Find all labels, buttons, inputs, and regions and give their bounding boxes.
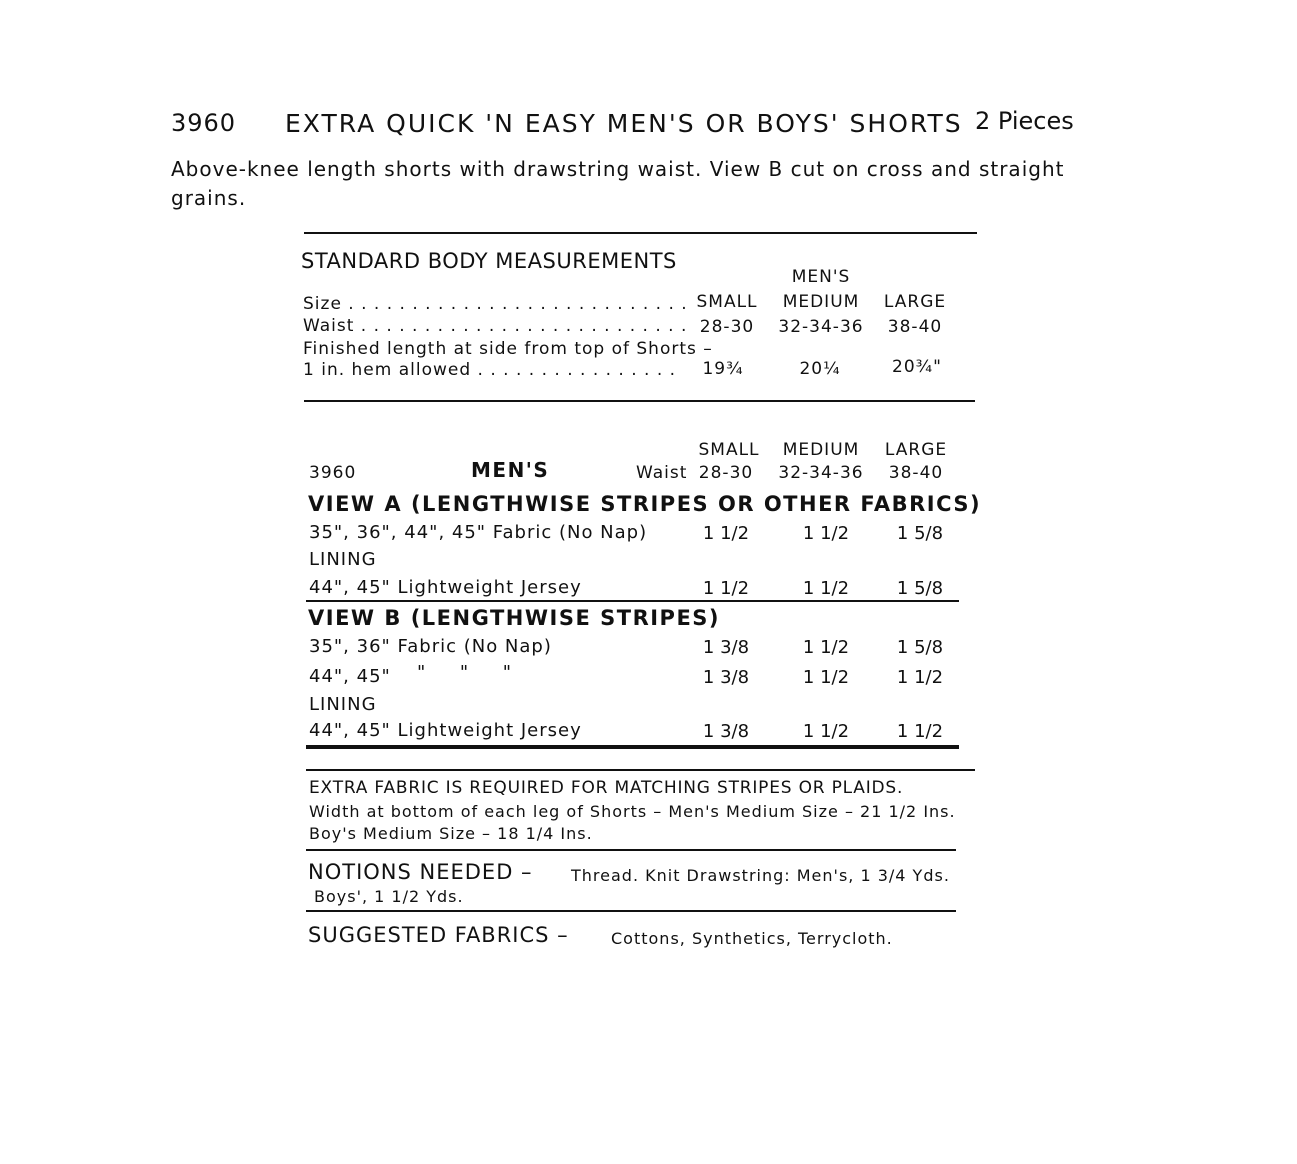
view-b-fabric1-label: 35", 36" Fabric (No Nap): [309, 636, 552, 657]
notions-heading: NOTIONS NEEDED –: [308, 860, 533, 884]
length-label-line-1: Finished length at side from top of Shorts –: [303, 339, 713, 359]
yardage-pattern-number: 3960: [309, 463, 357, 483]
measurements-heading: STANDARD BODY MEASUREMENTS: [301, 249, 677, 273]
view-b-fabric2-small: 1 3/8: [702, 667, 750, 688]
view-b-heading: VIEW B (LENGTHWISE STRIPES): [308, 606, 721, 630]
view-a-lining-small: 1 1/2: [702, 578, 750, 599]
yardage-waist-large: 38-40: [888, 463, 944, 483]
size-label: Size . . . . . . . . . . . . . . . . . . . . . . . . . . .: [303, 294, 688, 314]
view-b-fabric2-label: 44", 45": [309, 666, 391, 687]
view-a-lining-fabric-label: 44", 45" Lightweight Jersey: [309, 577, 582, 598]
size-small: SMALL: [696, 292, 758, 312]
size-medium: MEDIUM: [782, 292, 860, 312]
pieces-count: 2 Pieces: [975, 107, 1074, 135]
extra-fabric-note: EXTRA FABRIC IS REQUIRED FOR MATCHING STRIPES OR PLAIDS.: [309, 778, 904, 798]
waist-large: 38-40: [887, 317, 943, 337]
view-b-fabric1-medium: 1 1/2: [802, 637, 850, 658]
yardage-col-large: LARGE: [884, 440, 948, 460]
pattern-number: 3960: [171, 109, 237, 137]
view-a-fabric-label: 35", 36", 44", 45" Fabric (No Nap): [309, 522, 648, 543]
view-b-lining-large: 1 1/2: [896, 721, 944, 742]
yardage-col-medium: MEDIUM: [782, 440, 860, 460]
divider: [304, 232, 977, 234]
description-line-1: Above-knee length shorts with drawstring waist. View B cut on cross and straight: [171, 157, 1065, 181]
yardage-waist-small: 28-30: [698, 463, 754, 483]
yardage-col-small: SMALL: [698, 440, 760, 460]
view-b-fabric2-medium: 1 1/2: [802, 667, 850, 688]
yardage-waist-medium: 32-34-36: [778, 463, 864, 483]
notions-text-line-1: Thread. Knit Drawstring: Men's, 1 3/4 Yds.: [571, 866, 950, 885]
view-a-lining-medium: 1 1/2: [802, 578, 850, 599]
length-large: 20¾": [892, 357, 942, 377]
length-medium: 20¼: [799, 359, 841, 379]
view-b-fabric2-large: 1 1/2: [896, 667, 944, 688]
width-note-line-2: Boy's Medium Size – 18 1/4 Ins.: [309, 824, 593, 843]
view-b-lining-fabric-label: 44", 45" Lightweight Jersey: [309, 720, 582, 741]
divider: [306, 849, 956, 851]
waist-small: 28-30: [699, 317, 755, 337]
view-b-fabric1-small: 1 3/8: [702, 637, 750, 658]
view-a-lining-large: 1 5/8: [896, 578, 944, 599]
view-a-fabric-medium: 1 1/2: [802, 523, 850, 544]
length-label-line-2: 1 in. hem allowed . . . . . . . . . . . . . . . .: [303, 360, 677, 380]
divider: [306, 600, 959, 602]
description-line-2: grains.: [171, 186, 247, 210]
view-b-lining-medium: 1 1/2: [802, 721, 850, 742]
view-a-fabric-small: 1 1/2: [702, 523, 750, 544]
size-large: LARGE: [883, 292, 947, 312]
view-a-fabric-large: 1 5/8: [896, 523, 944, 544]
ditto-marks: " " ": [417, 662, 513, 683]
waist-medium: 32-34-36: [778, 317, 864, 337]
mens-group-label: MEN'S: [791, 267, 851, 287]
view-a-heading: VIEW A (LENGTHWISE STRIPES OR OTHER FABRICS): [308, 492, 982, 516]
divider: [304, 400, 975, 402]
waist-label: Waist . . . . . . . . . . . . . . . . . . . . . . . . . .: [303, 316, 688, 336]
divider: [306, 769, 975, 771]
divider: [306, 910, 956, 912]
length-small: 19¾: [702, 359, 744, 379]
pattern-title: EXTRA QUICK 'N EASY MEN'S OR BOYS' SHORTS: [285, 109, 963, 138]
width-note-line-1: Width at bottom of each leg of Shorts – Men's Medium Size – 21 1/2 Ins.: [309, 802, 956, 821]
view-b-lining-small: 1 3/8: [702, 721, 750, 742]
view-b-lining-label: LINING: [309, 694, 377, 715]
suggested-fabrics-heading: SUGGESTED FABRICS –: [308, 923, 569, 947]
view-b-fabric1-large: 1 5/8: [896, 637, 944, 658]
yardage-heading: MEN'S: [471, 458, 550, 482]
divider-thick: [306, 745, 959, 749]
waist-row-label: Waist: [636, 463, 688, 483]
view-a-lining-label: LINING: [309, 549, 377, 570]
suggested-fabrics-text: Cottons, Synthetics, Terrycloth.: [611, 929, 893, 948]
notions-text-line-2: Boys', 1 1/2 Yds.: [314, 887, 464, 906]
